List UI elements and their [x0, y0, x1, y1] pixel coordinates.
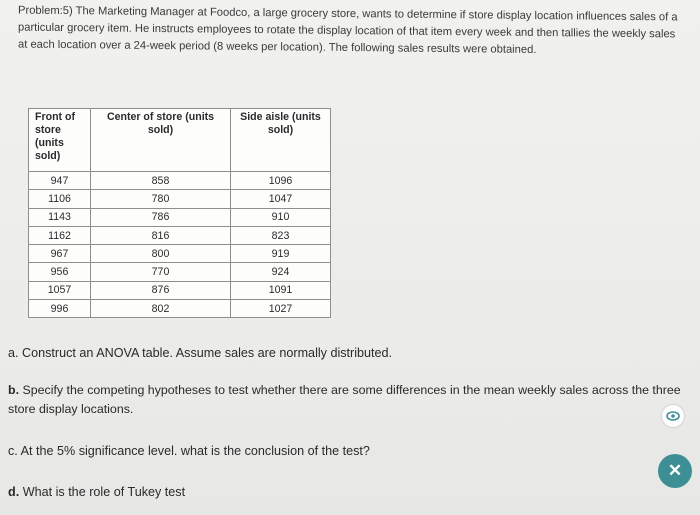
cell-side: 1047: [231, 190, 331, 208]
cell-front: 1162: [29, 226, 91, 244]
table-row: [29, 172, 331, 190]
table-row: [29, 263, 331, 281]
close-icon: ✕: [667, 461, 683, 480]
table-row: [29, 245, 331, 263]
table-row: [29, 281, 331, 299]
cell-front: 996: [29, 300, 91, 318]
eye-icon: [666, 409, 680, 423]
header-center-of-store: Center of store (units sold): [91, 109, 231, 172]
view-button[interactable]: [662, 405, 684, 427]
question-a: a. Construct an ANOVA table. Assume sales are normally distributed.: [8, 346, 393, 360]
cell-center: 770: [91, 263, 231, 281]
cell-side: 1096: [231, 172, 331, 190]
cell-front: 1106: [29, 190, 91, 208]
cell-front: 956: [29, 263, 91, 281]
cell-front: 1143: [29, 208, 91, 226]
cell-center: 876: [91, 281, 231, 299]
question-b-text: Specify the competing hypotheses to test whether there are some differences in the mean weekly sales across the three store display locations.: [8, 383, 681, 416]
question-b: [8, 381, 693, 419]
cell-center: 816: [91, 226, 231, 244]
question-b-label: b.: [8, 383, 20, 397]
close-button[interactable]: [658, 454, 692, 488]
cell-front: 967: [29, 245, 91, 263]
cell-center: 858: [91, 172, 231, 190]
cell-center: 786: [91, 208, 231, 226]
cell-side: 919: [231, 245, 331, 263]
cell-side: 910: [231, 208, 331, 226]
problem-statement: [18, 3, 678, 61]
table-row: [29, 208, 331, 226]
question-d: [8, 485, 185, 499]
cell-center: 780: [91, 190, 231, 208]
table-row: [29, 226, 331, 244]
cell-side: 823: [231, 226, 331, 244]
problem-title: Problem:5): [18, 4, 73, 18]
cell-side: 1091: [231, 281, 331, 299]
cell-side: 924: [231, 263, 331, 281]
problem-text: The Marketing Manager at Foodco, a large grocery store, wants to determine if store display location influences sales of a particular grocery item. He instructs employees to rotate the display location of that item every week and then tallies the weekly sales at each location over a 24-week period (8 weeks per location). The following sales results were obtained.: [18, 5, 678, 56]
cell-front: 947: [29, 172, 91, 190]
cell-center: 802: [91, 300, 231, 318]
table-header-row: [29, 109, 331, 172]
question-d-label: d.: [8, 485, 20, 499]
header-front-of-store: Front of store (units sold): [29, 109, 91, 172]
cell-side: 1027: [231, 300, 331, 318]
table-row: [29, 300, 331, 318]
question-c: c. At the 5% significance level. what is the conclusion of the test?: [8, 444, 370, 458]
cell-front: 1057: [29, 281, 91, 299]
question-d-text: What is the role of Tukey test: [19, 485, 186, 499]
cell-center: 800: [91, 245, 231, 263]
sales-table: [28, 108, 331, 318]
table-row: [29, 190, 331, 208]
header-side-aisle: Side aisle (units sold): [231, 109, 331, 172]
